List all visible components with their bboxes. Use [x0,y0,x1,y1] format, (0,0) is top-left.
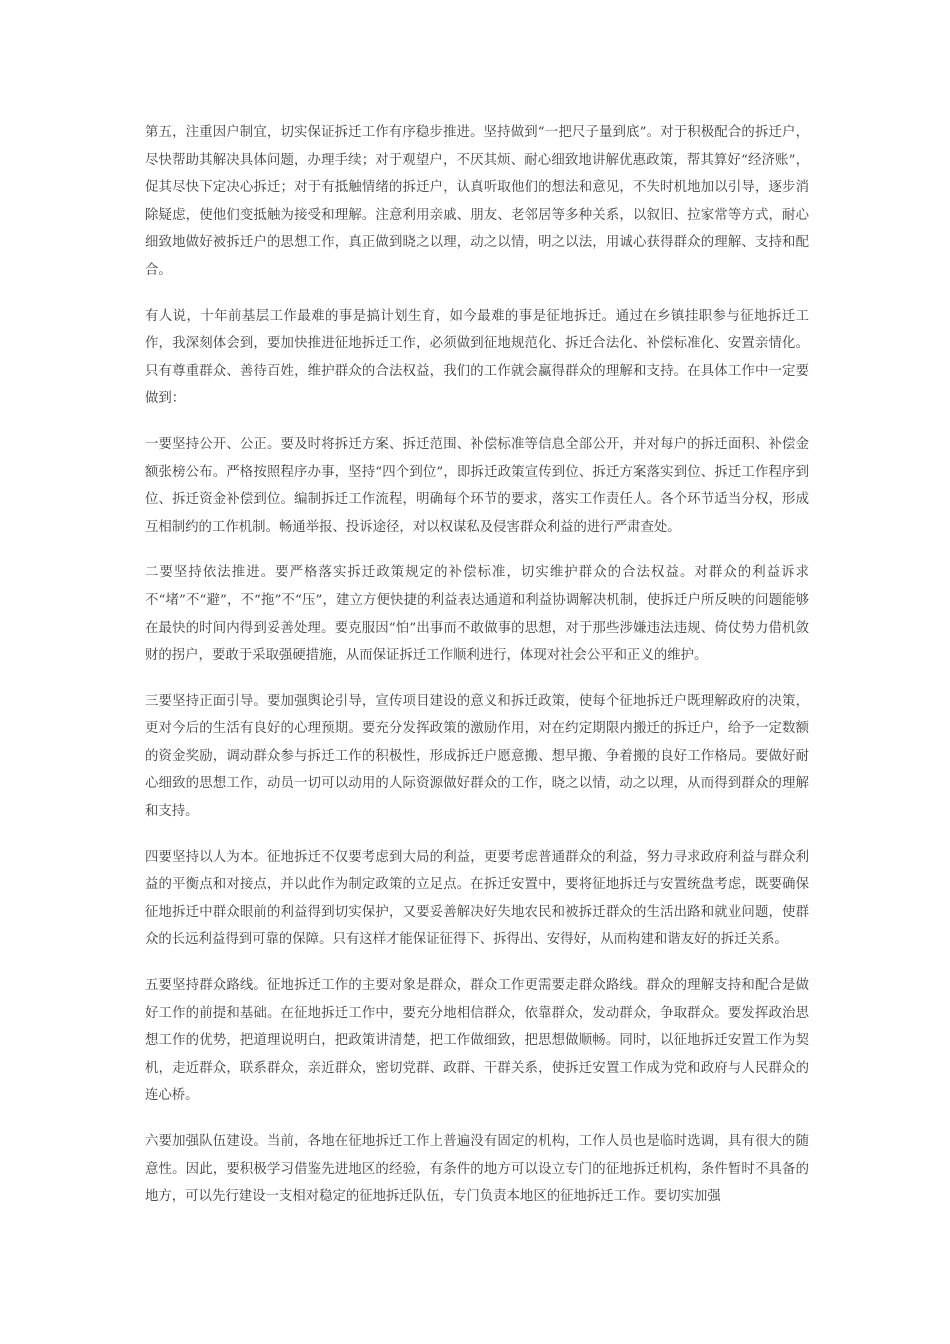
paragraph-1: 第五，注重因户制宜，切实保证拆迁工作有序稳步推进。坚持做到“一把尺子量到底”。对于积极配合的拆迁户，尽快帮助其解决具体问题，办理手续；对于观望户，不厌其烦、耐心细致地讲解优惠政策，帮其算好“经济账”，促其尽快下定决心拆迁；对于有抵触情绪的拆迁户，认真听取他们的想法和意见，不失时机地加以引导，逐步消除疑虑，使他们变抵触为接受和理解。注意利用亲戚、朋友、老邻居等多种关系，以叙旧、拉家常等方式，耐心细致地做好被拆迁户的思想工作，真正做到晓之以理，动之以情，明之以法，用诚心获得群众的理解、支持和配合。 [145,125,809,278]
paragraph-6: 四要坚持以人为本。征地拆迁不仅要考虑到大局的利益，更要考虑普通群众的利益，努力寻求政府利益与群众利益的平衡点和对接点，并以此作为制定政策的立足点。在拆迁安置中，要将征地拆迁与安置统盘考虑，既要确保征地拆迁中群众眼前的利益得到切实保护，又要妥善解决好失地农民和被拆迁群众的生活出路和就业问题，使群众的长远利益得到可靠的保障。只有这样才能保证征得下、拆得出、安得好，从而构建和谐友好的拆迁关系。 [145,849,809,948]
document-body [145,119,809,1229]
paragraph-3: 一要坚持公开、公正。要及时将拆迁方案、拆迁范围、补偿标准等信息全部公开，并对每户的拆迁面积、补偿金额张榜公布。严格按照程序办事，坚持“四个到位”，即拆迁政策宣传到位、拆迁方案落实到位、拆迁工作程序到位、拆迁资金补偿到位。编制拆迁工作流程，明确每个环节的要求，落实工作责任人。各个环节适当分权，形成互相制约的工作机制。畅通举报、投诉途径，对以权谋私及侵害群众利益的进行严肃查处。 [145,436,809,535]
paragraph-7: 五要坚持群众路线。征地拆迁工作的主要对象是群众，群众工作更需要走群众路线。群众的理解支持和配合是做好工作的前提和基础。在征地拆迁工作中，要充分地相信群众，依靠群众，发动群众，争取群众。要发挥政治思想工作的优势，把道理说明白，把政策讲清楚，把工作做细致，把思想做顺畅。同时，以征地拆迁安置工作为契机，走近群众，联系群众，亲近群众，密切党群、政群、干群关系，使拆迁安置工作成为党和政府与人民群众的连心桥。 [145,978,809,1104]
paragraph-4: 二要坚持依法推进。要严格落实拆迁政策规定的补偿标准，切实维护群众的合法权益。对群众的利益诉求不“堵”不“避”，不“拖”不“压”，建立方便快捷的利益表达通道和利益协调解决机制，使拆迁户所反映的问题能够在最快的时间内得到妥善处理。要克服因“怕”出事而不敢做事的思想，对于那些涉嫌违法违规、倚仗势力借机敛财的拐户，要敢于采取强硬措施，从而保证拆迁工作顺利进行，体现对社会公平和正义的维护。 [145,565,809,664]
paragraph-5: 三要坚持正面引导。要加强舆论引导，宣传项目建设的意义和拆迁政策，使每个征地拆迁户既理解政府的决策，更对今后的生活有良好的心理预期。要充分发挥政策的激励作用，对在约定期限内搬迁的拆迁户，给予一定数额的资金奖励，调动群众参与拆迁工作的积极性，形成拆迁户愿意搬、想早搬、争着搬的良好工作格局。要做好耐心细致的思想工作，动员一切可以动用的人际资源做好群众的工作，晓之以情，动之以理，从而得到群众的理解和支持。 [145,693,809,820]
paragraph-2: 有人说，十年前基层工作最难的事是搞计划生育，如今最难的事是征地拆迁。通过在乡镇挂职参与征地拆迁工作，我深刻体会到，要加快推进征地拆迁工作，必须做到征地规范化、拆迁合法化、补偿标准化、安置亲情化。只有尊重群众、善待百姓，维护群众的合法权益，我们的工作就会赢得群众的理解和支持。在具体工作中一定要做到： [145,308,809,407]
paragraph-8: 六要加强队伍建设。当前，各地在征地拆迁工作上普遍没有固定的机构，工作人员也是临时选调，具有很大的随意性。因此，要积极学习借鉴先进地区的经验，有条件的地方可以设立专门的征地拆迁机构，条件暂时不具备的地方，可以先行建设一支相对稳定的征地拆迁队伍，专门负责本地区的征地拆迁工作。要切实加强 [145,1134,809,1205]
